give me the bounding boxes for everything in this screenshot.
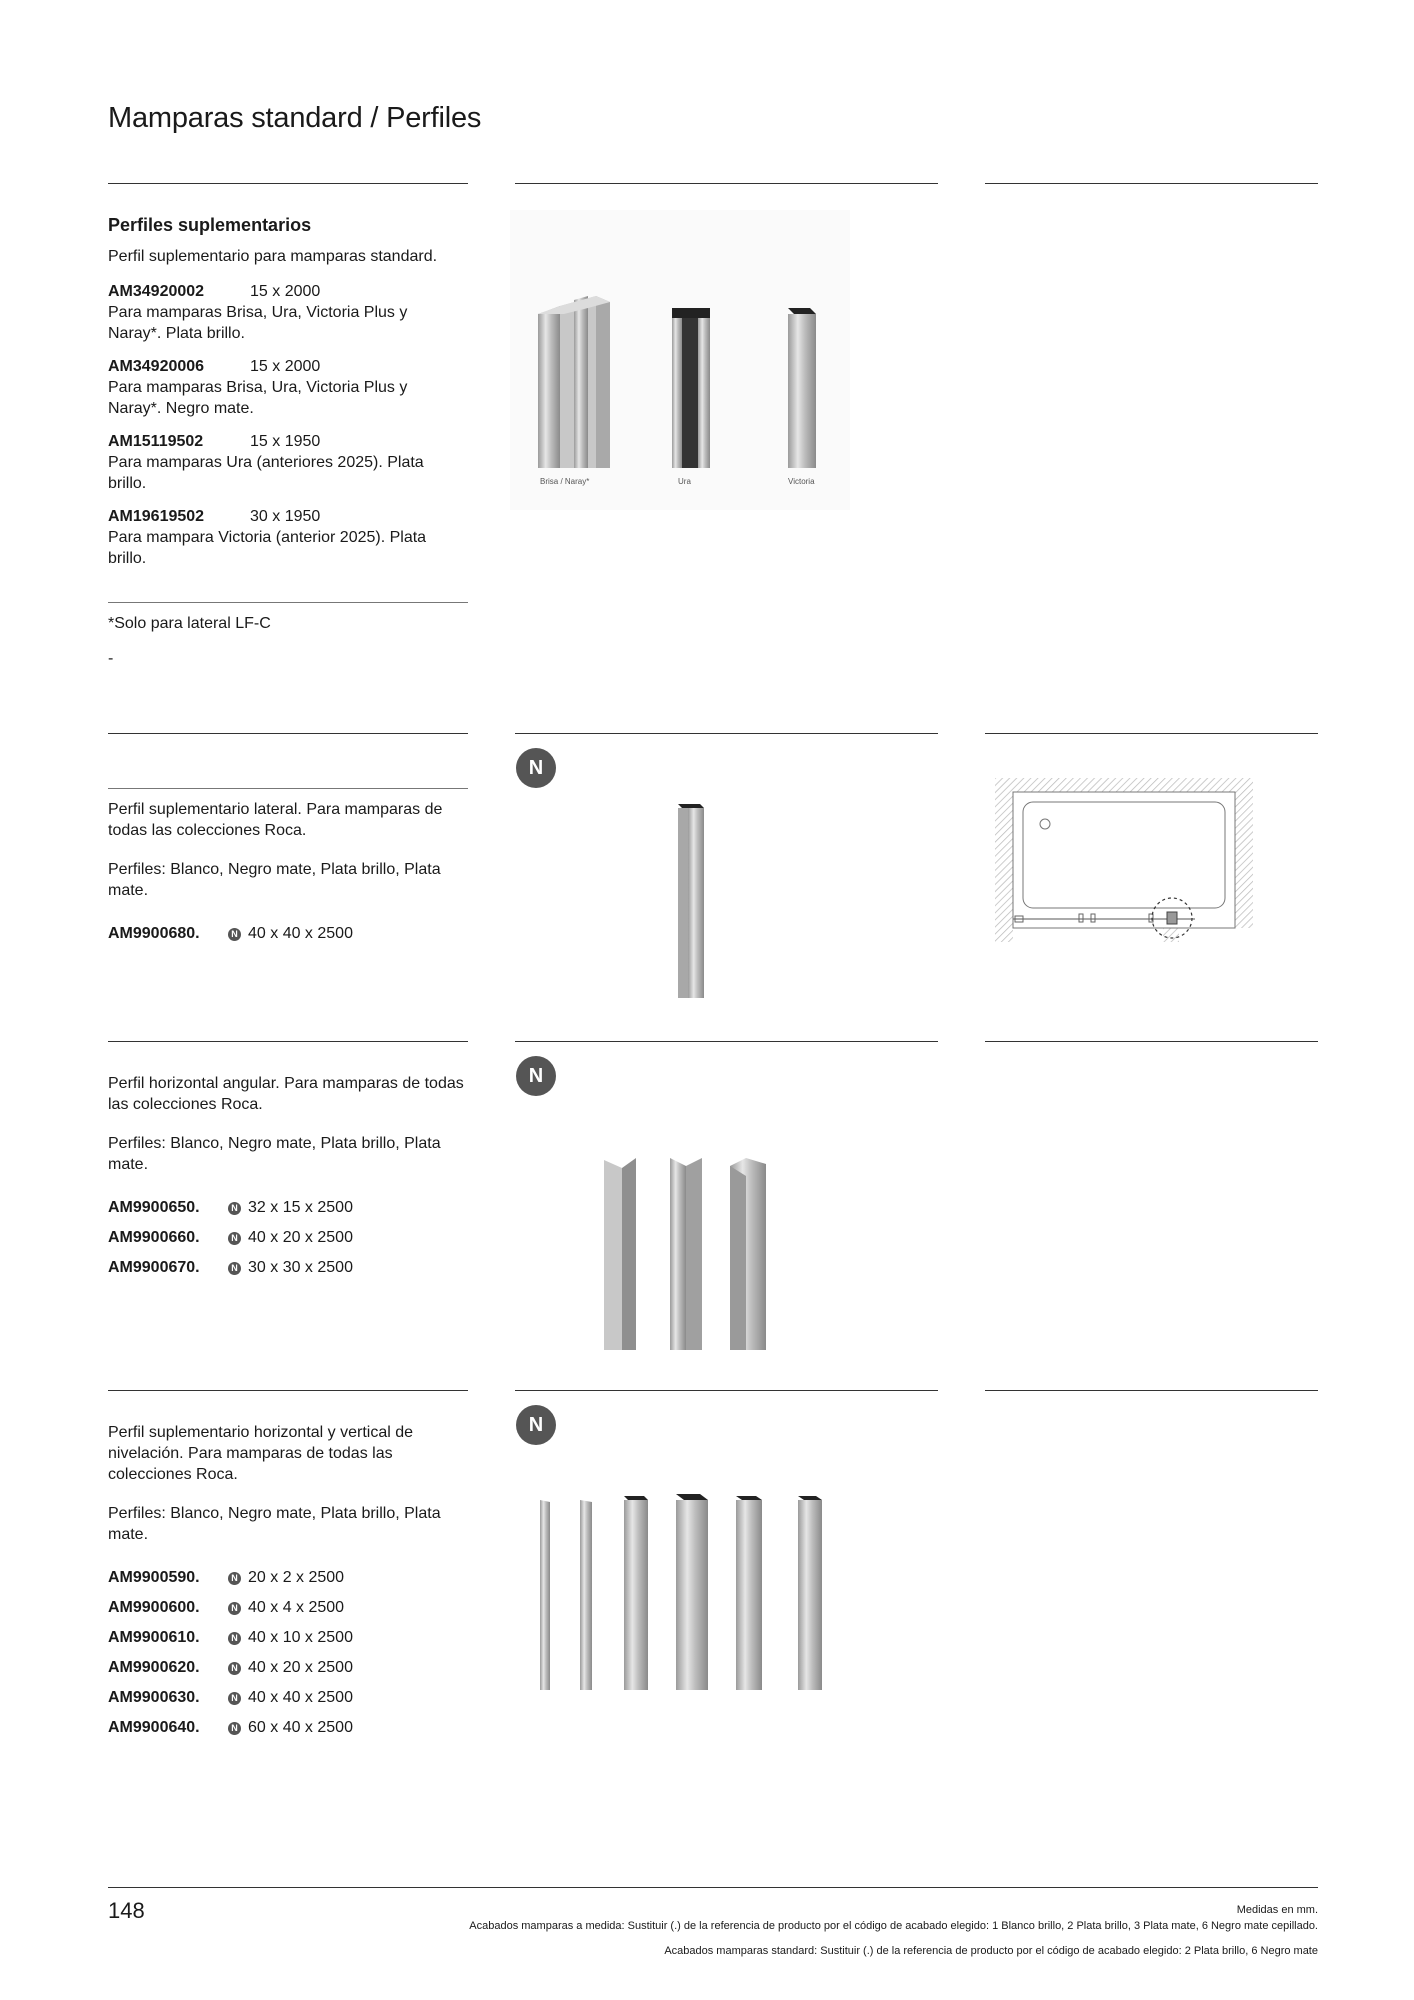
product-code: AM9900650. bbox=[108, 1199, 200, 1216]
page-number: 148 bbox=[108, 1898, 145, 1923]
reference-size: 15 x 1950 bbox=[250, 433, 321, 450]
lateral-profile-image bbox=[660, 798, 710, 1003]
footer-note-custom-finishes: Acabados mamparas a medida: Sustituir (.) de la referencia de producto por el código de acabado elegido: 1 Blanco brillo, 2 Plata brillo, 3 Plata mate, 6 Negro mate cepillado. bbox=[469, 1920, 1318, 1932]
product-size: 40 x 4 x 2500 bbox=[248, 1599, 345, 1616]
section-description: Perfil suplementario lateral. Para mamparas de todas las colecciones Roca. bbox=[108, 801, 443, 839]
leveling-profiles-image bbox=[530, 1490, 840, 1700]
section-description: Perfil horizontal angular. Para mamparas de todas las colecciones Roca. bbox=[108, 1075, 464, 1113]
image-label-victoria: Victoria bbox=[788, 477, 815, 486]
profiles-image bbox=[510, 210, 850, 510]
divider bbox=[108, 788, 468, 789]
product-code: AM9900630. bbox=[108, 1689, 200, 1706]
product-size: 20 x 2 x 2500 bbox=[248, 1569, 345, 1586]
new-icon: N bbox=[228, 1232, 241, 1245]
section-description: Perfil suplementario horizontal y vertical de nivelación. Para mamparas de todas las colecciones Roca. bbox=[108, 1424, 414, 1483]
dash: - bbox=[108, 650, 114, 667]
reference-code: AM19619502 bbox=[108, 508, 205, 525]
leveling-profile-shape bbox=[736, 1496, 762, 1690]
angular-profile-shape bbox=[670, 1158, 702, 1350]
divider bbox=[108, 183, 468, 184]
product-size: 40 x 40 x 2500 bbox=[248, 925, 353, 942]
product-code: AM9900640. bbox=[108, 1719, 200, 1736]
profile-victoria-shape bbox=[788, 308, 816, 468]
product-row bbox=[108, 1193, 468, 1223]
new-icon: N bbox=[228, 1602, 241, 1615]
page-title: Mamparas standard / Perfiles bbox=[108, 102, 482, 134]
reference-item bbox=[108, 356, 468, 419]
product-code: AM9900600. bbox=[108, 1599, 200, 1616]
bathtub-plan-diagram bbox=[995, 778, 1255, 943]
product-row bbox=[108, 919, 468, 949]
new-icon: N bbox=[228, 1692, 241, 1705]
product-size: 40 x 20 x 2500 bbox=[248, 1659, 353, 1676]
leveling-profile-shape bbox=[580, 1500, 592, 1690]
divider bbox=[515, 1390, 938, 1391]
new-icon: N bbox=[228, 1722, 241, 1735]
image-label-brisa: Brisa / Naray* bbox=[540, 477, 590, 486]
product-code: AM9900610. bbox=[108, 1629, 200, 1646]
divider bbox=[985, 733, 1318, 734]
leveling-profile-shape bbox=[676, 1494, 708, 1690]
product-size: 40 x 20 x 2500 bbox=[248, 1229, 353, 1246]
divider bbox=[108, 602, 468, 603]
divider bbox=[985, 183, 1318, 184]
product-code: AM9900590. bbox=[108, 1569, 200, 1586]
section-intro: Perfil suplementario para mamparas standard. bbox=[108, 248, 438, 265]
reference-description: Para mamparas Brisa, Ura, Victoria Plus y Naray*. Negro mate. bbox=[108, 379, 408, 417]
new-badge-icon: N bbox=[516, 1405, 556, 1445]
product-code: AM9900620. bbox=[108, 1659, 200, 1676]
reference-item bbox=[108, 431, 468, 494]
leveling-profile-shape bbox=[540, 1500, 550, 1690]
product-size: 32 x 15 x 2500 bbox=[248, 1199, 353, 1216]
product-size: 40 x 10 x 2500 bbox=[248, 1629, 353, 1646]
reference-size: 30 x 1950 bbox=[250, 508, 321, 525]
reference-item bbox=[108, 281, 468, 344]
product-row bbox=[108, 1623, 468, 1653]
product-size: 40 x 40 x 2500 bbox=[248, 1689, 353, 1706]
section-finishes: Perfiles: Blanco, Negro mate, Plata brillo, Plata mate. bbox=[108, 861, 441, 899]
new-icon: N bbox=[228, 1262, 241, 1275]
product-row bbox=[108, 1713, 468, 1743]
divider bbox=[985, 1390, 1318, 1391]
reference-code: AM15119502 bbox=[108, 433, 204, 450]
divider bbox=[108, 1041, 468, 1042]
new-icon: N bbox=[228, 928, 241, 941]
reference-description: Para mampara Victoria (anterior 2025). Plata brillo. bbox=[108, 529, 427, 567]
footer-divider bbox=[108, 1887, 1318, 1888]
image-label-ura: Ura bbox=[678, 477, 691, 486]
reference-item bbox=[108, 506, 468, 569]
divider bbox=[515, 183, 938, 184]
product-code: AM9900680. bbox=[108, 925, 200, 942]
reference-size: 15 x 2000 bbox=[250, 358, 321, 375]
leveling-profile-shape bbox=[624, 1496, 648, 1690]
product-row bbox=[108, 1653, 468, 1683]
divider bbox=[108, 733, 468, 734]
product-size: 30 x 30 x 2500 bbox=[248, 1259, 353, 1276]
divider bbox=[108, 1390, 468, 1391]
angular-profiles-image bbox=[590, 1150, 790, 1360]
new-badge-icon: N bbox=[516, 1056, 556, 1096]
section-lateral-profile bbox=[108, 799, 468, 949]
section-angular-profile bbox=[108, 1073, 468, 1283]
product-row bbox=[108, 1683, 468, 1713]
new-icon: N bbox=[228, 1662, 241, 1675]
section-supplementary-profiles bbox=[108, 215, 468, 581]
footer-note-standard-finishes: Acabados mamparas standard: Sustituir (.) de la referencia de producto por el código de acabado elegido: 2 Plata brillo, 6 Negro mate bbox=[664, 1945, 1318, 1957]
angular-profile-shape bbox=[730, 1158, 766, 1350]
new-badge-icon: N bbox=[516, 748, 556, 788]
product-row bbox=[108, 1563, 468, 1593]
product-row bbox=[108, 1593, 468, 1623]
product-code: AM9900670. bbox=[108, 1259, 200, 1276]
product-row bbox=[108, 1223, 468, 1253]
divider bbox=[515, 733, 938, 734]
section-title: Perfiles suplementarios bbox=[108, 215, 312, 235]
footer-note-units: Medidas en mm. bbox=[1236, 1904, 1318, 1916]
reference-description: Para mamparas Ura (anteriores 2025). Plata brillo. bbox=[108, 454, 424, 492]
reference-size: 15 x 2000 bbox=[250, 283, 321, 300]
reference-code: AM34920002 bbox=[108, 283, 205, 300]
leveling-profile-shape bbox=[798, 1496, 822, 1690]
reference-code: AM34920006 bbox=[108, 358, 205, 375]
product-row bbox=[108, 1253, 468, 1283]
new-icon: N bbox=[228, 1202, 241, 1215]
section-finishes: Perfiles: Blanco, Negro mate, Plata brillo, Plata mate. bbox=[108, 1505, 441, 1543]
product-code: AM9900660. bbox=[108, 1229, 200, 1246]
profile-ura-shape bbox=[672, 308, 710, 468]
product-size: 60 x 40 x 2500 bbox=[248, 1719, 353, 1736]
angular-profile-shape bbox=[604, 1158, 636, 1350]
new-icon: N bbox=[228, 1572, 241, 1585]
reference-description: Para mamparas Brisa, Ura, Victoria Plus y Naray*. Plata brillo. bbox=[108, 304, 408, 342]
new-icon: N bbox=[228, 1632, 241, 1645]
footnote: *Solo para lateral LF-C bbox=[108, 615, 271, 632]
section-finishes: Perfiles: Blanco, Negro mate, Plata brillo, Plata mate. bbox=[108, 1135, 441, 1173]
divider bbox=[985, 1041, 1318, 1042]
profile-brisa-shape bbox=[538, 296, 610, 468]
section-leveling-profile bbox=[108, 1422, 468, 1743]
divider bbox=[515, 1041, 938, 1042]
